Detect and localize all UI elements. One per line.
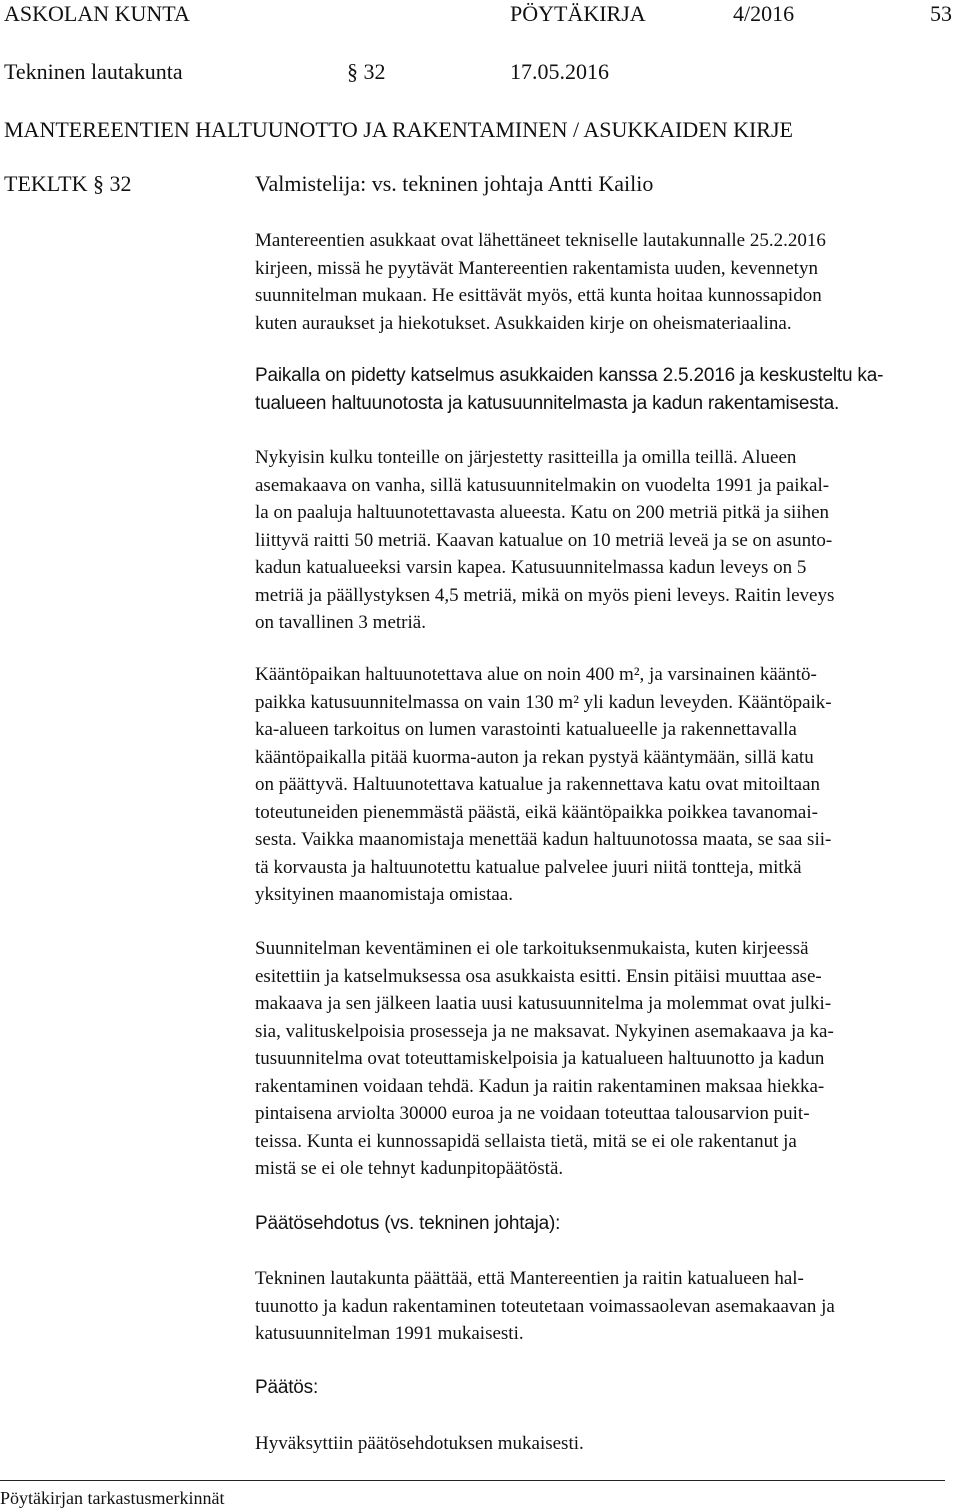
text-line: Kääntöpaikan haltuunotettava alue on noin 400 m², ja varsinainen kääntö- <box>255 664 817 685</box>
text-line: pintaisena arviolta 30000 euroa ja ne voidaan toteuttaa talousarvion puit- <box>255 1103 810 1124</box>
text-line: tuunotto ja kadun rakentaminen toteutetaan voimassaolevan asemakaavan ja <box>255 1295 835 1317</box>
footer-label: Pöytäkirjan tarkastusmerkinnät <box>0 1488 225 1508</box>
text-line: makaava ja sen jälkeen laatia uusi katusuunnitelma ja molemmat ovat julki- <box>255 993 832 1014</box>
paragraph-request <box>255 227 957 337</box>
item-title: MANTEREENTIEN HALTUUNOTTO JA RAKENTAMINEN / ASUKKAIDEN KIRJE <box>4 117 793 142</box>
document-type: PÖYTÄKIRJA <box>510 1 646 26</box>
paragraph-current-state <box>255 444 957 637</box>
footer-divider <box>0 1480 945 1481</box>
text-line: Päätös: <box>255 1377 319 1398</box>
text-line: tualueen haltuunotosta ja katusuunnitelmasta ja kadun rakentamisesta. <box>255 392 840 414</box>
text-line: teissa. Kunta ei kunnossapidä sellaista tietä, mitä se ei ole rakentanut ja <box>255 1130 797 1152</box>
text-line: Tekninen lautakunta päättää, että Mantereentien ja raitin katualueen hal- <box>255 1268 804 1289</box>
paragraph-plan-assessment <box>255 935 957 1183</box>
text-line: on päättyvä. Haltuunotettava katualue ja rakennettava katu ovat mitoiltaan <box>255 774 821 795</box>
text-line: esitettiin ja katselmuksessa osa asukkaista esitti. Ensin pitäisi muuttaa ase- <box>255 965 822 987</box>
text-line: Suunnitelman keventäminen ei ole tarkoituksenmukaista, kuten kirjeessä <box>255 938 809 959</box>
proposal-text <box>255 1265 957 1348</box>
meeting-date: 17.05.2016 <box>510 59 609 84</box>
text-line: kirjeen, missä he pyytävät Mantereentien rakentamista uuden, kevennetyn <box>255 257 818 279</box>
page-number: 53 <box>930 1 952 26</box>
text-line: Mantereentien asukkaat ovat lähettäneet tekniselle lautakunnalle 25.2.2016 <box>255 230 826 251</box>
proposal-heading <box>255 1210 957 1238</box>
text-line: Päätösehdotus (vs. tekninen johtaja): <box>255 1213 561 1234</box>
text-line: mistä se ei ole tehnyt kadunpitopäätöstä. <box>255 1158 564 1179</box>
text-line: on tavallinen 3 metriä. <box>255 612 426 633</box>
text-line: tä korvausta ja haltuunotettu katualue palvelee juuri niitä tontteja, mitkä <box>255 856 802 878</box>
text-line: toteutuneiden pienemmästä päästä, eikä kääntöpaikka poikkea tavanomai- <box>255 801 818 823</box>
text-line: Hyväksyttiin päätösehdotuksen mukaisesti. <box>255 1433 584 1454</box>
text-line: tusuunnitelma ovat toteuttamiskelpoisia ja katualueen haltuunotto ja kadun <box>255 1048 825 1069</box>
document-number: 4/2016 <box>733 1 795 26</box>
text-line: suunnitelman mukaan. He esittävät myös, että kunta hoitaa kunnossapidon <box>255 285 822 306</box>
preparer-line: Valmistelija: vs. tekninen johtaja Antti Kailio <box>255 171 654 196</box>
text-line: Paikalla on pidetty katselmus asukkaiden kanssa 2.5.2016 ja keskusteltu ka- <box>255 365 884 386</box>
text-line: kuten auraukset ja hiekotukset. Asukkaiden kirje on oheismateriaalina. <box>255 312 792 334</box>
section-reference: TEKLTK § 32 <box>4 171 132 196</box>
section-number: § 32 <box>347 59 386 84</box>
committee-name: Tekninen lautakunta <box>4 59 183 84</box>
text-line: sia, valituskelpoisia prosesseja ja ne maksavat. Nykyinen asemakaava ja ka- <box>255 1020 834 1042</box>
text-line: sesta. Vaikka maanomistaja menettää kadun haltuunotossa maata, se saa sii- <box>255 829 832 850</box>
text-line: metriä ja päällystyksen 4,5 metriä, mikä on myös pieni leveys. Raitin leveys <box>255 584 835 606</box>
decision-text <box>255 1430 957 1458</box>
text-line: la on paaluja haltuunotettavasta alueesta. Katu on 200 metriä pitkä ja siihen <box>255 502 830 523</box>
paragraph-turning-area <box>255 661 957 909</box>
text-line: asemakaava on vanha, sillä katusuunnitelmakin on vuodelta 1991 ja paikal- <box>255 474 830 496</box>
decision-heading <box>255 1374 957 1402</box>
text-line: kääntöpaikalla pitää kuorma-auton ja rekan pystyä kääntymään, sillä katu <box>255 746 814 768</box>
text-line: rakentaminen voidaan tehdä. Kadun ja raitin rakentaminen maksaa hiekka- <box>255 1075 825 1097</box>
text-line: paikka katusuunnitelmassa on vain 130 m² yli kadun leveyden. Kääntöpaik- <box>255 691 832 713</box>
text-line: katusuunnitelman 1991 mukaisesti. <box>255 1323 524 1344</box>
municipality-name: ASKOLAN KUNTA <box>4 1 190 26</box>
paragraph-inspection <box>255 362 957 417</box>
text-line: kadun katualueeksi varsin kapea. Katusuunnitelmassa kadun leveys on 5 <box>255 557 807 578</box>
text-line: ka-alueen tarkoitus on lumen varastointi katualueelle ja rakennettavalla <box>255 719 797 740</box>
text-line: liittyvä raitti 50 metriä. Kaavan katualue on 10 metriä leveä ja se on asunto- <box>255 529 833 551</box>
text-line: yksityinen maanomistaja omistaa. <box>255 884 514 905</box>
text-line: Nykyisin kulku tonteille on järjestetty rasitteilla ja omilla teillä. Alueen <box>255 447 797 468</box>
